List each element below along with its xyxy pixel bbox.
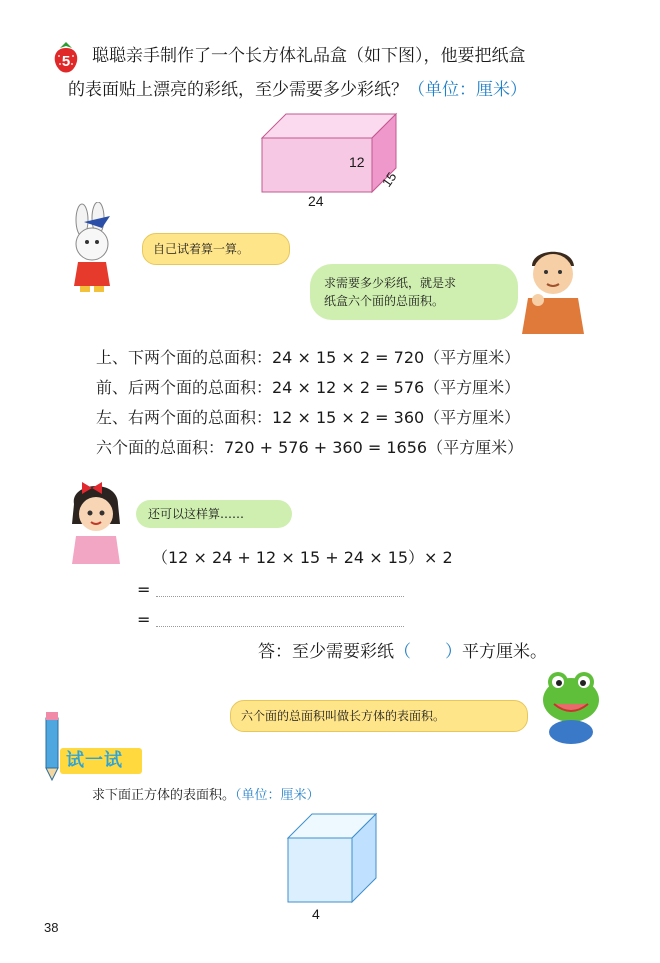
alt-equals-1: = xyxy=(137,580,151,599)
cube-front-face xyxy=(288,838,352,902)
boy-character xyxy=(514,240,594,336)
solution-line-4: 六个面的总面积：720 + 576 + 360 = 1656（平方厘米） xyxy=(96,438,524,457)
alt-blank-line-2[interactable] xyxy=(156,626,404,627)
tryit-question xyxy=(92,784,320,808)
cube xyxy=(282,810,382,906)
problem-line-2 xyxy=(68,78,527,102)
boy-speech-line-1: 求需要多少彩纸，就是求 xyxy=(324,276,457,290)
alt-expression: （12 × 24 + 12 × 15 + 24 × 15）× 2 xyxy=(152,548,453,567)
frog-character xyxy=(536,668,606,748)
solution-line-1: 上、下两个面的总面积：24 × 15 × 2 = 720（平方厘米） xyxy=(96,348,521,367)
problem-number: 5 xyxy=(61,53,71,70)
cube-edge-label: 4 xyxy=(312,906,320,922)
girl-speech-bubble: 还可以这样算…… xyxy=(136,500,292,528)
solution-line-2: 前、后两个面的总面积：24 × 12 × 2 = 576（平方厘米） xyxy=(96,378,521,397)
answer-blank[interactable]: （ ） xyxy=(394,642,462,662)
problem-unit: （单位：厘米） xyxy=(408,80,527,100)
page-number: 38 xyxy=(44,920,59,935)
strawberry-badge xyxy=(50,40,82,76)
solution-line-3: 左、右两个面的总面积：12 × 15 × 2 = 360（平方厘米） xyxy=(96,408,521,427)
cuboid-box xyxy=(250,110,420,210)
frog-speech-bubble: 六个面的总面积叫做长方体的表面积。 xyxy=(230,700,528,732)
tryit-title: 试一试 xyxy=(66,750,123,771)
answer-suffix: 平方厘米。 xyxy=(462,642,547,662)
box-length-label: 24 xyxy=(308,193,324,209)
tryit-question-text: 求下面正方体的表面积。 xyxy=(92,788,236,803)
rabbit-character xyxy=(62,202,132,294)
answer-sentence xyxy=(258,640,547,664)
boy-speech-line-2: 纸盒六个面的总面积。 xyxy=(324,294,445,308)
tryit-unit: （单位：厘米） xyxy=(235,788,320,803)
answer-prefix: 答：至少需要彩纸 xyxy=(258,642,394,662)
problem-line-2-text: 的表面贴上漂亮的彩纸，至少需要多少彩纸？ xyxy=(68,80,408,100)
boy-speech-bubble xyxy=(310,264,518,320)
alt-equals-2: = xyxy=(137,610,151,629)
rabbit-speech-bubble: 自己试着算一算。 xyxy=(142,233,290,265)
problem-line-1: 聪聪亲手制作了一个长方体礼品盒（如下图），他要把纸盒 xyxy=(92,46,526,66)
box-height-label: 12 xyxy=(349,154,365,170)
girl-character xyxy=(60,474,130,566)
box-width-label: 15 xyxy=(378,169,400,190)
alt-blank-line-1[interactable] xyxy=(156,596,404,597)
